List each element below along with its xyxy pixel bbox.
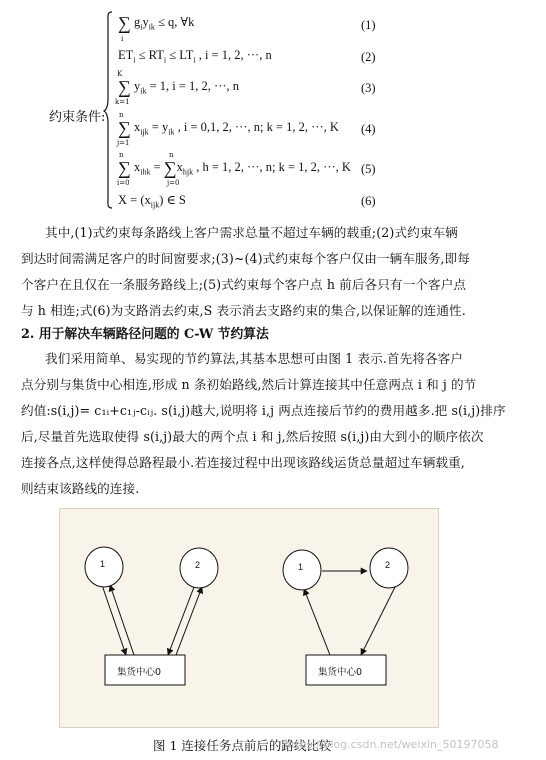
left-node-1-label: 1 — [100, 559, 106, 569]
equation-5-number: (5) — [361, 162, 376, 176]
eq1-sum-lower: i — [121, 35, 124, 43]
paragraph2-line: 约值:s(i,j)= c₁ᵢ+c₁ⱼ-cᵢⱼ. s(i,j)越大,说明将 i,j 两点连接后节约的费用越多.把 s(i,j)排序 — [21, 403, 506, 418]
right-arc-depot-to-1 — [304, 589, 330, 655]
equation-4: ∑ $x_{ijk} = y_{ik}$ , i = 0,1, 2, ···, n; k = 1, 2, ···, K — [118, 118, 339, 138]
eq5-sum2-lower: j=0 — [167, 179, 180, 187]
right-arc-2-to-depot — [361, 585, 396, 655]
equation-3-number: (3) — [361, 81, 376, 95]
paragraph1-line: 与 h 相连;式(6)为支路消去约束,S 表示消去支路约束的集合,以保证解的连通性. — [21, 303, 466, 318]
right-depot-label: 集货中心0 — [318, 667, 363, 678]
watermark-url: https://blog.csdn.net/weixin_50197058 — [284, 738, 499, 751]
paragraph2-line: 点分别与集货中心相连,形成 n 条初始路线,然后计算连接其中任意两点 i 和 j 的节 — [21, 377, 477, 392]
equation-6: $X = (x_{ijk})$ ∈ S — [118, 193, 186, 210]
left-node-2-label: 2 — [195, 560, 201, 570]
left-arc-2-to-depot — [168, 587, 194, 655]
equation-2: $ET_i \le RT_i \le LT_i$ , i = 1, 2, ···, n — [118, 48, 272, 65]
left-brace — [103, 10, 115, 210]
paragraph2-line: 我们采用简单、易实现的节约算法,其基本思想可由图 1 表示.首先将各客户 — [45, 351, 464, 366]
eq3-sum-upper: K — [117, 70, 123, 78]
eq5-sum2-upper: n — [169, 151, 174, 159]
paragraph-cw-algorithm — [21, 346, 531, 502]
right-node-1-label: 1 — [298, 562, 304, 572]
eq5-sum-lower: i=0 — [117, 179, 130, 187]
constraint-label: 约束条件: — [49, 110, 106, 125]
equation-5: ∑ $x_{ihk} = \sum x_{hjk}$ , h = 1, 2, ···, n; k = 1, 2, ···, K — [118, 158, 351, 178]
left-arc-depot-to-2 — [176, 587, 202, 655]
eq5-sum-upper: n — [119, 151, 124, 159]
left-depot-label: 集货中心0 — [117, 667, 162, 678]
equation-2-number: (2) — [361, 50, 376, 64]
paragraph1-line: 其中,(1)式约束每条路线上客户需求总量不超过车辆的载重;(2)式约束车辆 — [45, 225, 458, 240]
equation-3: ∑ $y_{ik} = 1$, i = 1, 2, ···, n — [118, 77, 240, 97]
equation-6-number: (6) — [361, 194, 376, 208]
figure-frame — [59, 508, 439, 728]
paragraph2-line: 则结束该路线的连接. — [21, 481, 140, 496]
paragraph-constraints-explanation — [21, 220, 531, 324]
section-heading: 2. 用于解决车辆路径问题的 C-W 节约算法 — [21, 327, 269, 342]
eq4-sum-upper: n — [119, 111, 124, 119]
route-diagram — [60, 509, 438, 727]
right-node-2-label: 2 — [385, 560, 391, 570]
eq3-sum-lower: k=1 — [115, 98, 130, 106]
eq4-sum-lower: j=1 — [117, 139, 130, 147]
paragraph1-line: 个客户在且仅在一条服务路线上;(5)式约束每个客户点 h 前后各只有一个客户点 — [21, 277, 467, 292]
equation-1: ∑ $g_iy_{ik} \le q$, ∀k — [118, 13, 195, 33]
paragraph2-line: 连接各点,这样使得总路程最小.若连接过程中出现该路线运货总量超过车辆载重, — [21, 455, 465, 470]
paragraph2-line: 后,尽量首先选取使得 s(i,j)最大的两个点 i 和 j,然后按照 s(i,j)由大到小的顺序依次 — [21, 429, 484, 444]
equation-1-number: (1) — [361, 18, 376, 32]
paragraph1-line: 到达时间需满足客户的时间窗要求;(3)~(4)式约束每个客户仅由一辆车服务,即每 — [21, 251, 470, 266]
equation-4-number: (4) — [361, 122, 376, 136]
figure-caption: 图 1 连接任务点前后的路线比较 — [153, 738, 332, 753]
